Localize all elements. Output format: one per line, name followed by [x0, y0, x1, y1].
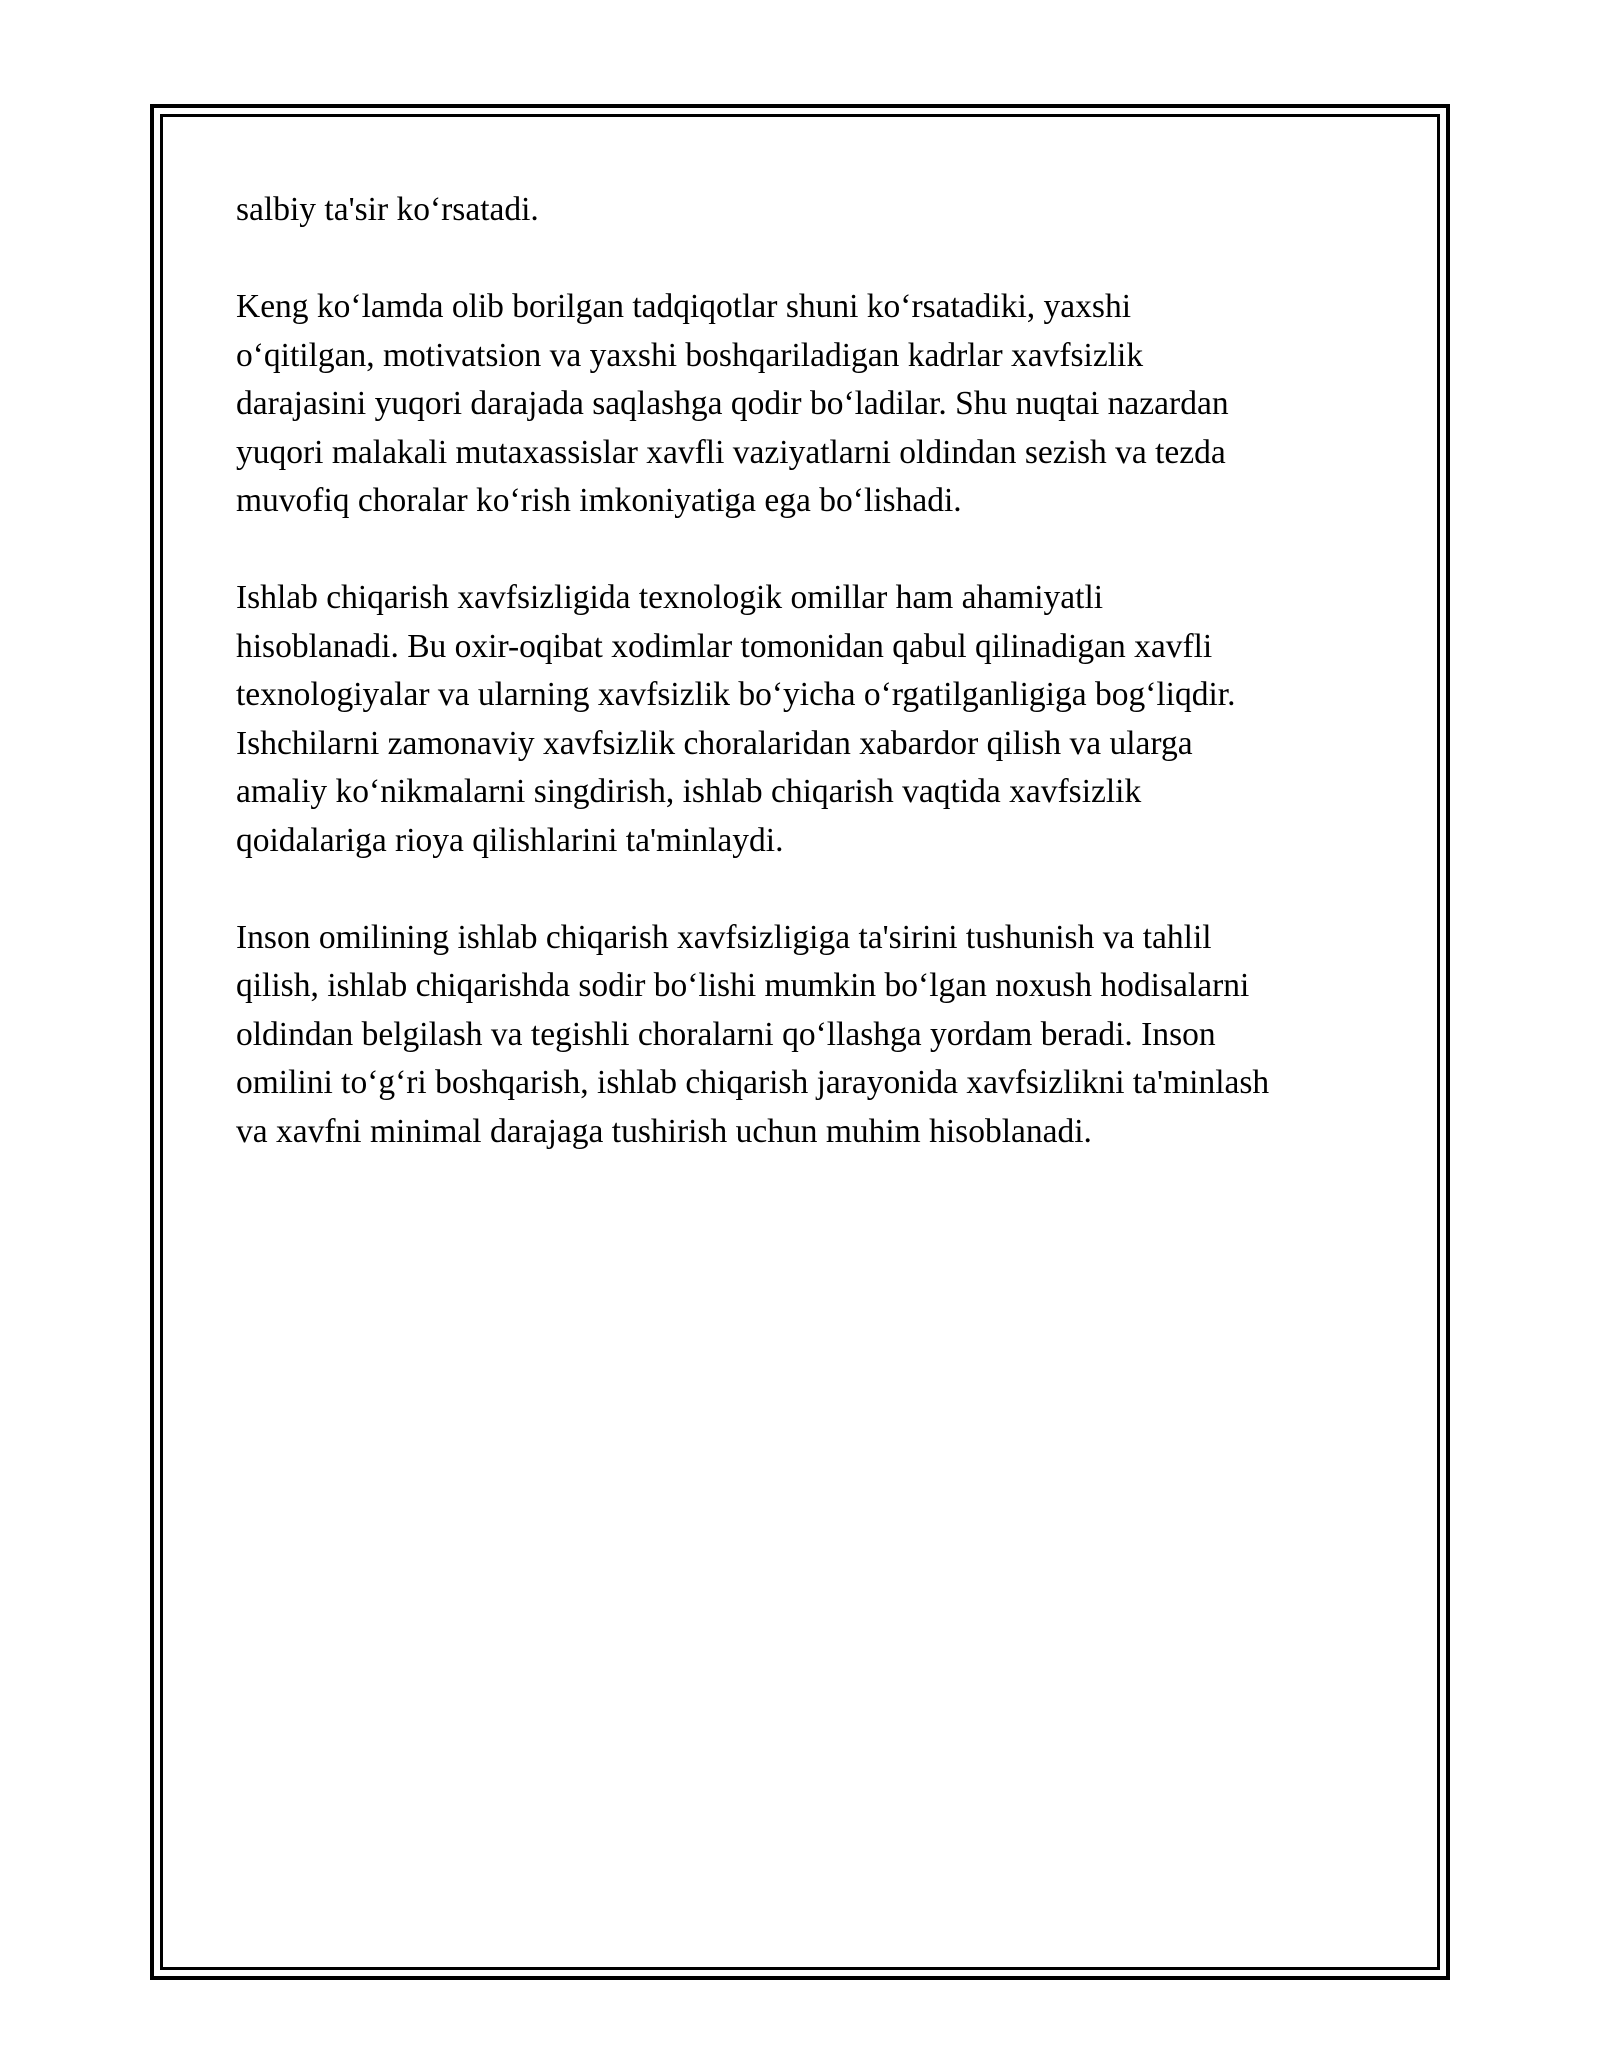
document-body — [236, 186, 1386, 1205]
paragraph-3: Ishlab chiqarish xavfsizligida texnologik omillar ham ahamiyatli hisoblanadi. Bu oxir-oqibat xodimlar tomonidan qabul qilinadigan xavfli texnologiyalar va ularning xavfsizlik bo‘yicha o‘rgatilganligiga bog‘liqdir. Ishchilarni zamonaviy xavfsizlik choralaridan xabardor qilish va ularga amaliy ko‘nikmalarni singdirish, ishlab chiqarish vaqtida xavfsizlik qoidalariga rioya qilishlarini ta'minlaydi. — [236, 579, 1236, 859]
paragraph-2: Keng ko‘lamda olib borilgan tadqiqotlar shuni ko‘rsatadiki, yaxshi o‘qitilgan, motivatsion va yaxshi boshqariladigan kadrlar xavfsizlik darajasini yuqori darajada saqlashga qodir bo‘ladilar. Shu nuqtai nazardan yuqori malakali mutaxassislar xavfli vaziyatlarni oldindan sezish va tezda muvofiq choralar ko‘rish imkoniyatiga ega bo‘lishadi. — [236, 288, 1229, 519]
paragraph-4: Inson omilining ishlab chiqarish xavfsizligiga ta'sirini tushunish va tahlil qilish, ishlab chiqarishda sodir bo‘lishi mumkin bo‘lgan noxush hodisalarni oldindan belgilash va tegishli choralarni qo‘llashga yordam beradi. Inson omilini to‘g‘ri boshqarish, ishlab chiqarish jarayonida xavfsizlikni ta'minlash va xavfni minimal darajaga tushirish uchun muhim hisoblanadi. — [236, 918, 1270, 1150]
paragraph-1: salbiy ta'sir ko‘rsatadi. — [236, 191, 539, 228]
